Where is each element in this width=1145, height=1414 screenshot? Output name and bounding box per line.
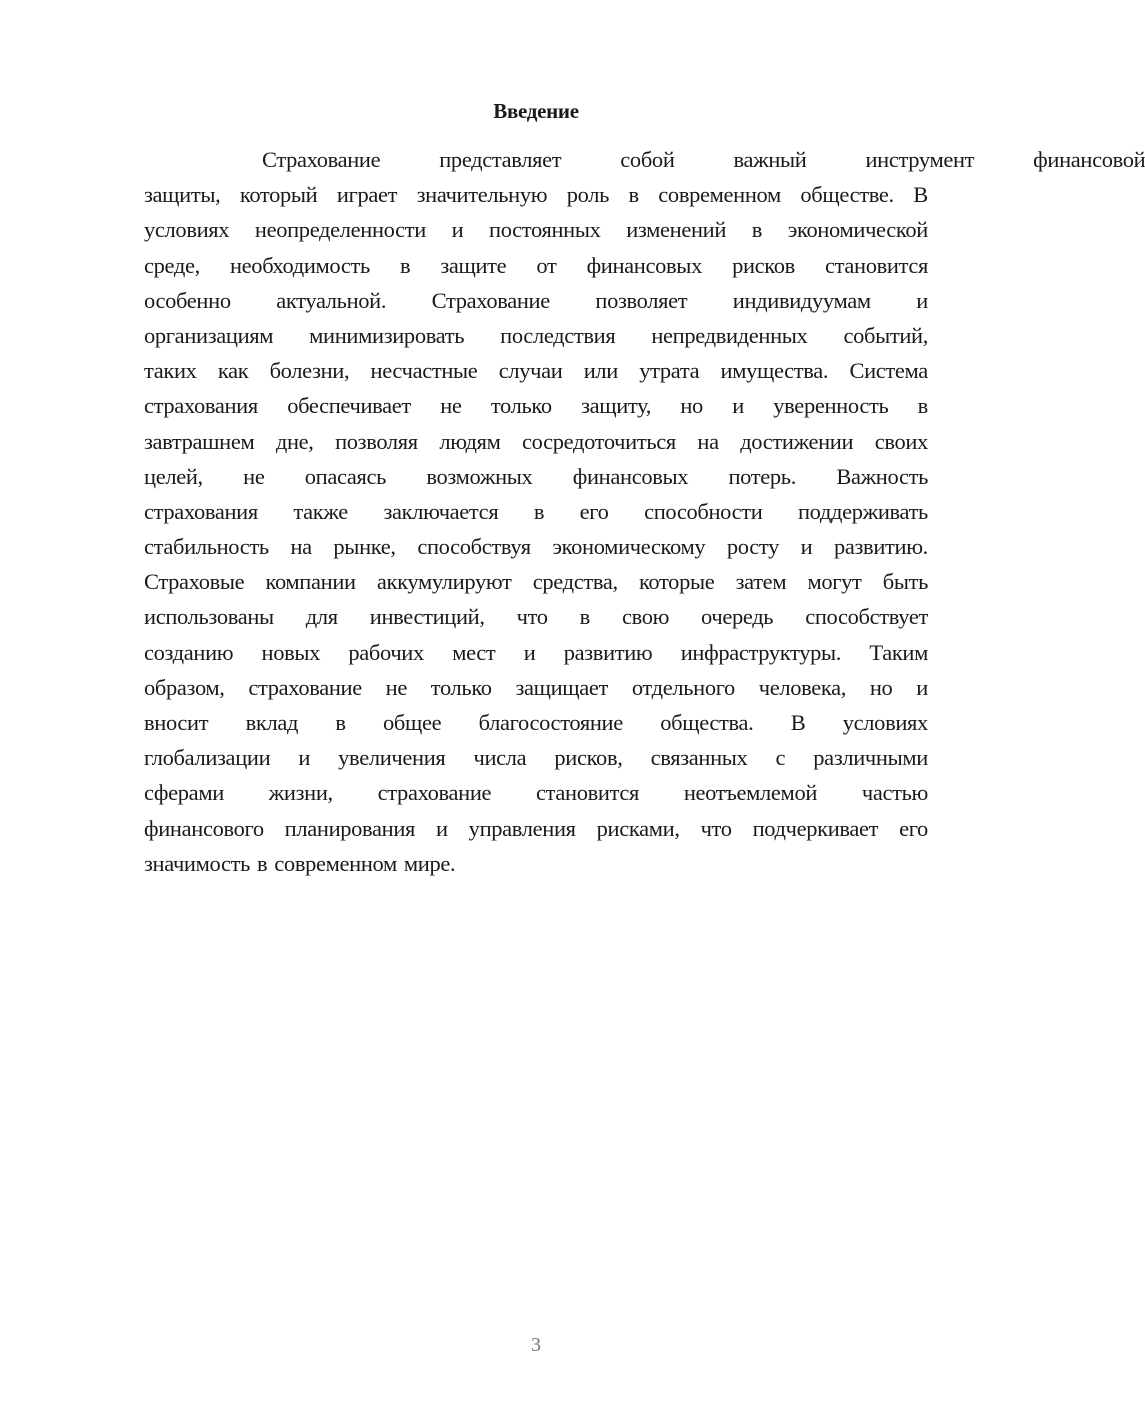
word: и	[523, 639, 536, 665]
word: значимость	[144, 850, 251, 876]
word: управления	[468, 815, 576, 841]
word: страхования	[144, 498, 258, 524]
word: имущества.	[720, 358, 829, 384]
word: развитию.	[833, 534, 928, 560]
paragraph-line-text	[144, 388, 928, 423]
paragraph-line	[144, 670, 928, 705]
word: непредвиденных	[651, 322, 808, 348]
word: рисками,	[596, 815, 680, 841]
word: финансового	[144, 815, 264, 841]
word: и	[916, 287, 928, 313]
word: способствуя	[417, 534, 531, 560]
paragraph-line-text	[144, 705, 928, 740]
word: сферами	[144, 780, 224, 806]
word: и	[800, 534, 813, 560]
word: играет	[336, 182, 398, 208]
word: отдельного	[631, 674, 735, 700]
word: постоянных	[489, 217, 601, 243]
paragraph-line	[144, 248, 928, 283]
word: не	[243, 463, 265, 489]
word: современном	[658, 182, 781, 208]
paragraph-line-text	[144, 564, 928, 599]
word: в	[533, 498, 545, 524]
word: на	[697, 428, 719, 454]
paragraph-line	[144, 177, 928, 212]
word: изменений	[626, 217, 727, 243]
word: в	[257, 850, 268, 876]
word: современном	[274, 850, 397, 876]
word: как	[217, 358, 249, 384]
word: защиту,	[581, 393, 652, 419]
word: роль	[566, 182, 609, 208]
paragraph-line	[144, 811, 928, 846]
word: условиях	[842, 710, 928, 735]
word: людям	[439, 428, 501, 454]
word: достижении	[740, 428, 854, 454]
word: средства,	[532, 569, 618, 595]
word: рисков	[732, 252, 795, 278]
word: в	[917, 393, 928, 419]
word: последствия	[500, 322, 616, 348]
word: и	[298, 745, 311, 771]
word: очередь	[701, 604, 774, 630]
word: в	[628, 182, 639, 208]
paragraph-line	[144, 599, 928, 634]
word: собой	[620, 147, 675, 172]
word: завтрашнем	[144, 428, 255, 454]
word: страхования	[144, 393, 258, 419]
word: благосостояние	[478, 710, 623, 735]
word: которые	[638, 569, 715, 595]
word: от	[536, 252, 557, 278]
word: поддерживать	[797, 498, 928, 524]
paragraph-line	[144, 564, 928, 599]
word: Страхование	[262, 147, 381, 172]
word: в	[399, 252, 411, 278]
paragraph-line-text	[144, 212, 928, 247]
word: компании	[265, 569, 356, 595]
paragraph-line-text	[144, 424, 928, 459]
paragraph-line-text	[144, 811, 928, 846]
word: и	[436, 815, 448, 841]
word: инструмент	[865, 147, 975, 172]
word: потерь.	[728, 463, 796, 489]
word: числа	[473, 745, 527, 771]
word: планирования	[284, 815, 416, 841]
word: увеличения	[338, 745, 446, 771]
word: финансовых	[586, 252, 702, 278]
word: мире.	[403, 850, 456, 876]
paragraph-line	[144, 740, 928, 775]
word: случаи	[498, 358, 563, 384]
word: организациям	[144, 322, 274, 348]
word: с	[775, 745, 786, 771]
word: общее	[383, 710, 442, 735]
word: способности	[644, 498, 763, 524]
paragraph-line-text	[144, 283, 928, 318]
word: среде,	[144, 252, 200, 278]
word: Система	[849, 358, 928, 384]
word: событий,	[843, 322, 928, 348]
paragraph-line-text	[144, 459, 928, 494]
word: затем	[735, 569, 787, 595]
paragraph-line-text	[144, 670, 928, 705]
word: позволяя	[335, 428, 418, 454]
word: уверенность	[773, 393, 889, 419]
word: минимизировать	[309, 322, 465, 348]
word: становится	[536, 780, 639, 806]
word: обществе.	[800, 182, 894, 208]
word: индивидуумам	[732, 287, 871, 313]
word: частью	[861, 780, 928, 806]
word: Страховые	[144, 569, 245, 595]
word: рисков,	[554, 745, 623, 771]
word: только	[430, 674, 492, 700]
paragraph-line	[144, 459, 928, 494]
paragraph-line-text	[144, 353, 928, 388]
word: страхование	[248, 674, 362, 700]
word: становится	[824, 252, 928, 278]
word: использованы	[144, 604, 274, 630]
paragraph-line	[144, 775, 928, 810]
paragraph-line-text	[144, 599, 928, 634]
word: защите	[440, 252, 507, 278]
word: дне,	[275, 428, 314, 454]
word: рынке,	[333, 534, 396, 560]
paragraph-line	[144, 494, 928, 529]
word: на	[290, 534, 312, 560]
word: и	[451, 217, 464, 243]
word: защищает	[515, 674, 609, 700]
word: позволяет	[595, 287, 688, 313]
word: развитию	[563, 639, 653, 665]
word: или	[583, 358, 618, 384]
word: что	[516, 604, 548, 630]
word: общества.	[660, 710, 754, 735]
word: финансовой	[1033, 147, 1145, 172]
word: образом,	[144, 674, 225, 700]
word: быть	[882, 569, 928, 595]
word: возможных	[426, 463, 533, 489]
section-heading: Введение	[493, 99, 579, 123]
word: его	[899, 815, 928, 841]
word: инфраструктуры.	[680, 639, 842, 665]
word: и	[732, 393, 744, 419]
paragraph-line	[144, 529, 928, 564]
word: в	[751, 217, 763, 243]
word: также	[293, 498, 348, 524]
word: Таким	[869, 639, 928, 665]
word: актуальной.	[276, 287, 387, 313]
paragraph-line-text	[144, 775, 928, 810]
paragraph-line-text	[144, 318, 928, 353]
word: В	[913, 182, 928, 208]
word: но	[680, 393, 703, 419]
paragraph-line	[144, 388, 928, 423]
word: мест	[452, 639, 496, 665]
word: и	[916, 674, 928, 700]
word: заключается	[383, 498, 499, 524]
word: не	[440, 393, 462, 419]
word: важный	[733, 147, 807, 172]
word: росту	[726, 534, 779, 560]
word: но	[869, 674, 893, 700]
word: который	[239, 182, 318, 208]
word: вносит	[144, 710, 209, 735]
word: связанных	[650, 745, 748, 771]
word: несчастные	[370, 358, 478, 384]
word: болезни,	[269, 358, 350, 384]
word: его	[579, 498, 609, 524]
word: экономическому	[552, 534, 706, 560]
word: способствует	[805, 604, 928, 630]
word: обеспечивает	[287, 393, 411, 419]
word: условиях	[144, 217, 230, 243]
word: в	[335, 710, 346, 735]
paragraph-line-text	[144, 529, 928, 564]
word: таких	[144, 358, 197, 384]
word: финансовых	[572, 463, 689, 489]
word: глобализации	[144, 745, 271, 771]
word: представляет	[439, 147, 562, 172]
word: свою	[621, 604, 670, 630]
word: особенно	[144, 287, 231, 313]
word: значительную	[416, 182, 548, 208]
paragraph-line	[144, 424, 928, 459]
word: вклад	[245, 710, 299, 735]
word: созданию	[144, 639, 234, 665]
word: утрата	[639, 358, 700, 384]
paragraph-line	[144, 283, 928, 318]
word: человека,	[758, 674, 847, 700]
paragraph-line-text	[144, 248, 928, 283]
word: В	[790, 710, 806, 735]
word: могут	[807, 569, 862, 595]
word: опасаясь	[304, 463, 387, 489]
word: Страхование	[431, 287, 550, 313]
paragraph-line	[144, 318, 928, 353]
paragraph-line-text	[144, 635, 928, 670]
word: жизни,	[268, 780, 333, 806]
word: экономической	[787, 217, 928, 243]
body-paragraph	[144, 142, 1145, 881]
word: подчеркивает	[752, 815, 879, 841]
paragraph-line-text	[144, 740, 928, 775]
word: не	[385, 674, 407, 700]
paragraph-line-text	[144, 494, 928, 529]
paragraph-line	[144, 705, 928, 740]
page-number: 3	[531, 1334, 541, 1356]
word: Важность	[836, 463, 928, 489]
word: страхование	[377, 780, 492, 806]
word: необходимость	[229, 252, 370, 278]
paragraph-line-text	[144, 177, 928, 212]
word: неопределенности	[254, 217, 426, 243]
word: для	[305, 604, 338, 630]
word: различными	[813, 745, 928, 771]
paragraph-line	[144, 635, 928, 670]
word: новых	[261, 639, 321, 665]
word: неотъемлемой	[683, 780, 818, 806]
word: инвестиций,	[369, 604, 485, 630]
word: своих	[874, 428, 928, 454]
word: защиты,	[144, 182, 221, 208]
paragraph-line-text	[144, 846, 928, 881]
word: аккумулируют	[376, 569, 512, 595]
word: что	[700, 815, 732, 841]
word: целей,	[144, 463, 203, 489]
word: стабильность	[144, 534, 269, 560]
paragraph-line-text	[144, 142, 1145, 177]
word: сосредоточиться	[522, 428, 676, 454]
paragraph-line	[144, 846, 928, 881]
paragraph-line	[144, 142, 1145, 177]
word: только	[490, 393, 552, 419]
paragraph-line	[144, 212, 928, 247]
paragraph-line	[144, 353, 928, 388]
word: рабочих	[348, 639, 424, 665]
word: в	[579, 604, 590, 630]
